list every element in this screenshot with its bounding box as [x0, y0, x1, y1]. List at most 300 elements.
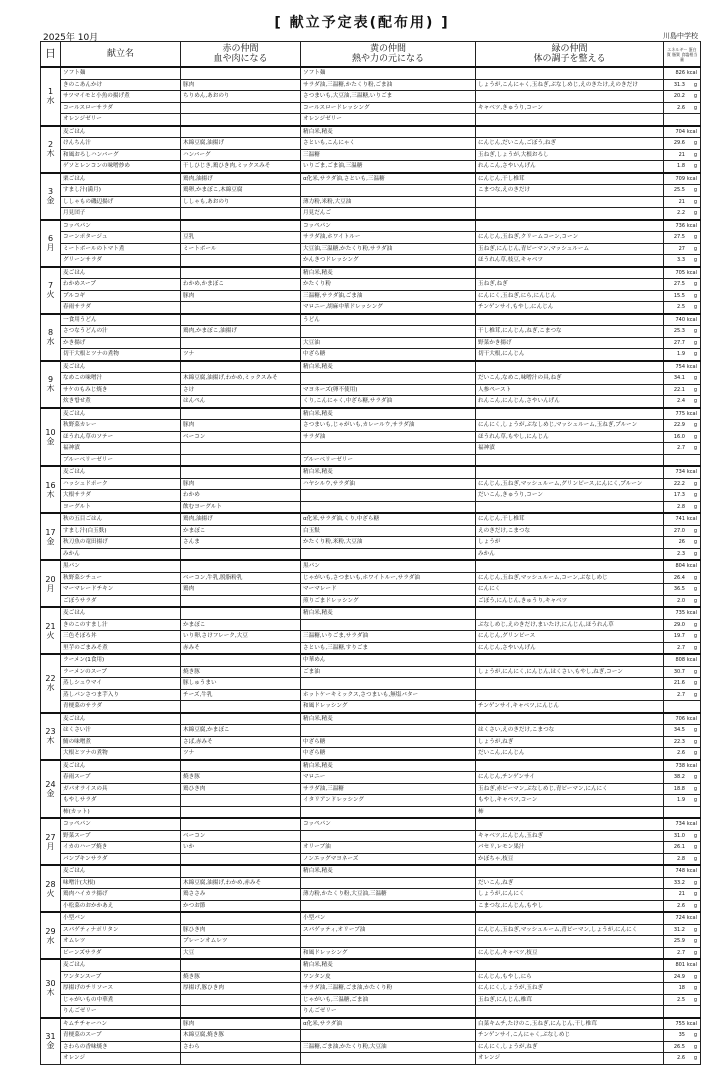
menu-name-cell: 切干大根とツナの煮物 [61, 349, 181, 361]
nutrition-cell [664, 725, 701, 737]
yellow-group-cell: ブルーベリーゼリー [301, 454, 476, 466]
red-group-cell: チーズ,牛乳 [181, 689, 301, 701]
red-group-cell: 鶏肉,油揚げ [181, 513, 301, 525]
red-group-cell [181, 701, 301, 713]
yellow-group-cell: ごま油 [301, 666, 476, 678]
nutrition-value: 22.9 [673, 422, 685, 429]
red-group-cell: 鶏ささみ [181, 889, 301, 901]
red-group-cell [181, 302, 301, 314]
red-group-cell [181, 126, 301, 138]
green-group-cell: こまつな,にんじん,もやし [476, 900, 664, 912]
nutrition-cell [664, 971, 701, 983]
menu-name-cell: 麦ごはん [61, 865, 181, 877]
nutrition-unit: g [693, 855, 697, 862]
table-row [41, 983, 701, 995]
nutrition-value: 2.7 [677, 644, 685, 651]
red-group-cell: 鶏肉,油揚げ [181, 173, 301, 185]
red-group-cell: さば,赤みそ [181, 736, 301, 748]
nutrition-cell [664, 760, 701, 772]
nutrition-value: 775 [675, 410, 685, 417]
green-group-cell [476, 1006, 664, 1018]
header-row [41, 42, 701, 68]
menu-name-cell: オレンジゼリー [61, 114, 181, 126]
nutrition-value: 2.7 [677, 691, 685, 698]
yellow-group-cell: さといも,三温糖,すりごま [301, 642, 476, 654]
menu-name-cell: 麦ごはん [61, 466, 181, 478]
menu-name-cell: なめこの味噌汁 [61, 373, 181, 385]
nutrition-cell [664, 478, 701, 490]
red-group-cell [181, 654, 301, 666]
red-group-cell [181, 865, 301, 877]
nutrition-value: 26.1 [673, 844, 685, 851]
yellow-group-cell: コッペパン [301, 818, 476, 830]
nutrition-unit: g [693, 832, 697, 839]
green-group-cell: にんじん,玉ねぎ,マッシュルーム,コーン,ぶなしめじ [476, 572, 664, 584]
green-group-cell [476, 67, 664, 79]
table-row [41, 713, 701, 725]
nutrition-unit: g [693, 750, 697, 757]
menu-name-cell: 麦ごはん [61, 760, 181, 772]
green-group-cell: チンゲンサイ,こんにゃく,ぶなしめじ [476, 1030, 664, 1042]
green-group-cell [476, 196, 664, 208]
menu-name-cell: コッペパン [61, 220, 181, 232]
day-cell [41, 466, 61, 513]
day-weekday: 木 [46, 736, 55, 745]
menu-name-cell: ミートボールのトマト煮 [61, 243, 181, 255]
nutrition-cell [664, 537, 701, 549]
nutrition-unit: g [693, 949, 697, 956]
red-group-cell: 飲むヨーグルト [181, 501, 301, 513]
nutrition-value: 20.2 [673, 93, 685, 100]
yellow-group-cell: 精白米,精麦 [301, 267, 476, 279]
table-row [41, 889, 701, 901]
table-row [41, 736, 701, 748]
day-weekday: 火 [46, 630, 55, 640]
nutrition-value: 31.3 [673, 81, 685, 88]
yellow-group-cell: 煎りごまドレッシング [301, 595, 476, 607]
menu-name-cell: 柿(カット) [61, 806, 181, 818]
nutrition-cell [664, 91, 701, 103]
menu-name-cell: 栗ごはん [61, 173, 181, 185]
green-group-cell [476, 466, 664, 478]
table-row [41, 466, 701, 478]
nutrition-value: 27.5 [673, 281, 685, 288]
red-group-cell: 豚肉 [181, 478, 301, 490]
table-row [41, 349, 701, 361]
table-row [41, 232, 701, 244]
green-group-cell [476, 454, 664, 466]
nutrition-unit: kcal [686, 363, 697, 370]
nutrition-value: 740 [675, 316, 685, 323]
nutrition-unit: g [693, 996, 697, 1003]
nutrition-unit: g [693, 433, 697, 440]
nutrition-unit: kcal [686, 410, 697, 417]
red-group-cell: 豚ひき肉 [181, 924, 301, 936]
green-group-cell: 玉ねぎ,にんじん,椎茸 [476, 994, 664, 1006]
menu-name-cell: ブルーベリーゼリー [61, 454, 181, 466]
yellow-group-cell: 精白米,精麦 [301, 760, 476, 772]
yellow-group-cell: 小型パン [301, 912, 476, 924]
nutrition-value: 709 [675, 175, 685, 182]
yellow-group-cell: 和風ドレッシング [301, 701, 476, 713]
green-group-cell: 玉ねぎ,にんじん,青ピーマン,マッシュルーム [476, 243, 664, 255]
menu-name-cell: 和風おろしハンバーグ [61, 149, 181, 161]
nutrition-value: 2.8 [677, 503, 685, 510]
red-group-cell: 木綿豆腐,油揚げ [181, 138, 301, 150]
table-row [41, 161, 701, 173]
nutrition-value: 27.5 [673, 234, 685, 241]
day-cell [41, 959, 61, 1018]
nutrition-unit: g [693, 727, 697, 734]
nutrition-cell [664, 431, 701, 443]
nutrition-cell [664, 701, 701, 713]
nutrition-cell [664, 853, 701, 865]
day-date: 21 [45, 621, 56, 631]
day-weekday: 水 [46, 337, 55, 346]
day-date: 24 [45, 779, 56, 789]
menu-name-cell: オレンジ [61, 1053, 181, 1065]
nutrition-unit: kcal [686, 563, 697, 570]
red-group-cell [181, 454, 301, 466]
nutrition-unit: g [693, 574, 697, 581]
nutrition-value: 1.9 [677, 797, 685, 804]
nutrition-unit: g [693, 926, 697, 933]
green-group-cell: パセリ,レモン果汁 [476, 842, 664, 854]
table-row [41, 936, 701, 948]
red-group-cell: 鶏ひき肉 [181, 783, 301, 795]
yellow-group-cell: かたくり粉 [301, 279, 476, 291]
menu-name-cell: 里芋のごまみそ煮 [61, 642, 181, 654]
red-group-cell: ツナ [181, 748, 301, 760]
menu-name-cell: 一食用うどん [61, 314, 181, 326]
nutrition-value: 18 [678, 985, 685, 992]
yellow-group-cell: 精白米,精麦 [301, 607, 476, 619]
nutrition-cell [664, 173, 701, 185]
red-group-cell: いか [181, 842, 301, 854]
menu-name-cell: ワンタンスープ [61, 971, 181, 983]
nutrition-cell [664, 314, 701, 326]
nutrition-cell [664, 466, 701, 478]
yellow-group-cell: 三温糖,いりごま,サラダ油 [301, 631, 476, 643]
yellow-group-cell: オリーブ油 [301, 842, 476, 854]
nutrition-cell [664, 102, 701, 114]
menu-name-cell: 月見団子 [61, 208, 181, 220]
yellow-group-cell: 月見だんご [301, 208, 476, 220]
nutrition-value: 1.9 [677, 351, 685, 358]
nutrition-cell [664, 361, 701, 373]
nutrition-value: 22.1 [673, 386, 685, 393]
table-row [41, 431, 701, 443]
day-date: 17 [45, 527, 56, 537]
nutrition-unit: kcal [686, 821, 697, 828]
nutrition-cell [664, 865, 701, 877]
menu-name-cell: パンプキンサラダ [61, 853, 181, 865]
menu-name-cell: 麦ごはん [61, 126, 181, 138]
nutrition-unit: g [693, 151, 697, 158]
green-group-cell: にんじん,だいこん,ごぼう,ねぎ [476, 138, 664, 150]
day-date: 23 [45, 727, 56, 736]
red-group-cell: ツナ [181, 349, 301, 361]
nutrition-cell [664, 267, 701, 279]
yellow-group-cell [301, 501, 476, 513]
yellow-group-cell: ハヤシルウ,サラダ油 [301, 478, 476, 490]
yellow-group-cell [301, 1053, 476, 1065]
menu-name-cell: コッペパン [61, 818, 181, 830]
green-group-cell: にんじん,玉ねぎ,マッシュルーム,グリンピース,にんにく,プルーン [476, 478, 664, 490]
nutrition-value: 706 [675, 715, 685, 722]
day-date: 3 [47, 187, 54, 196]
day-weekday: 月 [46, 243, 55, 252]
nutrition-unit: g [693, 1043, 697, 1050]
yellow-group-cell: ノンエッグマヨネーズ [301, 853, 476, 865]
nutrition-cell [664, 983, 701, 995]
nutrition-value: 21 [678, 891, 685, 898]
green-group-cell: 玉ねぎ,しょうが,大根おろし [476, 149, 664, 161]
green-group-cell: れんこん,さやいんげん [476, 161, 664, 173]
red-group-cell [181, 595, 301, 607]
nutrition-value: 16.0 [673, 433, 685, 440]
nutrition-cell [664, 642, 701, 654]
nutrition-unit: kcal [686, 1020, 697, 1027]
day-date: 9 [47, 375, 54, 384]
red-group-cell: ベーコン [181, 431, 301, 443]
nutrition-unit: g [693, 797, 697, 804]
month-label: 2025年 10月 [43, 33, 99, 43]
menu-name-cell: 秋の五目ごはん [61, 513, 181, 525]
nutrition-cell [664, 161, 701, 173]
red-group-cell: 厚揚げ,豚ひき肉 [181, 983, 301, 995]
red-group-cell [181, 443, 301, 455]
nutrition-value: 734 [675, 821, 685, 828]
nutrition-value: 15.5 [673, 292, 685, 299]
yellow-group-cell [301, 443, 476, 455]
day-cell [41, 220, 61, 267]
nutrition-value: 735 [675, 610, 685, 617]
nutrition-value: 30.7 [673, 668, 685, 675]
nutrition-cell [664, 243, 701, 255]
nutrition-value: 34.5 [673, 727, 685, 734]
table-row [41, 149, 701, 161]
table-row [41, 513, 701, 525]
table-row [41, 912, 701, 924]
nutrition-value: 27.0 [673, 527, 685, 534]
table-row [41, 818, 701, 830]
nutrition-unit: g [693, 644, 697, 651]
green-group-cell [476, 959, 664, 971]
red-group-cell [181, 102, 301, 114]
table-row [41, 666, 701, 678]
green-group-cell: にんじん,さやいんげん [476, 642, 664, 654]
day-weekday: 火 [46, 290, 55, 299]
yellow-group-cell: 中ざら糖 [301, 748, 476, 760]
table-row [41, 420, 701, 432]
table-row [41, 607, 701, 619]
red-group-cell [181, 337, 301, 349]
table-row [41, 842, 701, 854]
green-group-cell: にんにく,玉ねぎ,にら,にんじん [476, 290, 664, 302]
green-group-cell: れんこん,にんじん,さやいんげん [476, 396, 664, 408]
menu-name-cell: もやしサラダ [61, 795, 181, 807]
nutrition-cell [664, 349, 701, 361]
nutrition-cell [664, 900, 701, 912]
yellow-group-cell: かんきつドレッシング [301, 255, 476, 267]
red-group-cell [181, 795, 301, 807]
green-group-cell: 野菜かき揚げ [476, 337, 664, 349]
nutrition-cell [664, 67, 701, 79]
table-row [41, 114, 701, 126]
green-group-cell: チンゲンサイ,もやし,にんじん [476, 302, 664, 314]
yellow-group-cell: サラダ油,ホワイトルー [301, 232, 476, 244]
green-group-cell: チンゲンサイ,キャベツ,にんじん [476, 701, 664, 713]
red-group-cell [181, 255, 301, 267]
menu-name-cell: 三色そぼろ丼 [61, 631, 181, 643]
nutrition-unit: kcal [686, 715, 697, 722]
nutrition-unit: g [693, 891, 697, 898]
green-group-cell: キャベツ,きゅうり,コーン [476, 102, 664, 114]
nutrition-cell [664, 302, 701, 314]
yellow-group-cell: α化米,サラダ油,くり,中ざら糖 [301, 513, 476, 525]
day-cell [41, 408, 61, 467]
header-green: 緑の仲間 体の調子を整える [476, 42, 664, 68]
red-group-cell [181, 713, 301, 725]
yellow-group-cell: 三温糖,ごま油,かたくり粉,大豆油 [301, 1041, 476, 1053]
nutrition-unit: g [693, 879, 697, 886]
nutrition-value: 801 [675, 962, 685, 969]
day-cell [41, 865, 61, 912]
green-group-cell: 福神漬 [476, 443, 664, 455]
green-group-cell [476, 267, 664, 279]
yellow-group-cell: さといも,こんにゃく [301, 138, 476, 150]
menu-name-cell: きのこあんかけ [61, 79, 181, 91]
green-group-cell: 切干大根,にんじん [476, 349, 664, 361]
menu-name-cell: はくさい汁 [61, 725, 181, 737]
nutrition-unit: g [693, 163, 697, 170]
green-group-cell [476, 126, 664, 138]
menu-name-cell: 青梗菜のスープ [61, 1030, 181, 1042]
yellow-group-cell: コッペパン [301, 220, 476, 232]
nutrition-value: 22.2 [673, 480, 685, 487]
nutrition-value: 755 [675, 1020, 685, 1027]
green-group-cell: えのきだけ,こまつな [476, 525, 664, 537]
menu-name-cell: 小型パン [61, 912, 181, 924]
red-group-cell: わかめ,かまぼこ [181, 279, 301, 291]
table-row [41, 173, 701, 185]
table-row [41, 1053, 701, 1065]
day-weekday: 金 [46, 788, 55, 798]
green-group-cell: オレンジ [476, 1053, 664, 1065]
day-cell [41, 173, 61, 220]
red-group-cell [181, 560, 301, 572]
nutrition-cell [664, 877, 701, 889]
menu-name-cell: ビーンズサラダ [61, 947, 181, 959]
nutrition-unit: kcal [686, 610, 697, 617]
nutrition-value: 2.0 [677, 597, 685, 604]
table-row [41, 806, 701, 818]
nutrition-cell [664, 79, 701, 91]
nutrition-value: 24.9 [673, 973, 685, 980]
header-red: 赤の仲間 血や肉になる [181, 42, 301, 68]
day-cell [41, 760, 61, 819]
red-group-cell [181, 1006, 301, 1018]
nutrition-cell [664, 1053, 701, 1065]
day-date: 6 [47, 234, 54, 243]
nutrition-cell [664, 795, 701, 807]
nutrition-unit: g [693, 257, 697, 264]
nutrition-value: 29.6 [673, 140, 685, 147]
nutrition-unit: g [693, 140, 697, 147]
nutrition-cell [664, 595, 701, 607]
yellow-group-cell: α化米,サラダ油 [301, 1018, 476, 1030]
yellow-group-cell: 黒パン [301, 560, 476, 572]
nutrition-unit: g [693, 1032, 697, 1039]
yellow-group-cell [301, 326, 476, 338]
nutrition-unit: g [693, 422, 697, 429]
menu-table-body [41, 67, 701, 1064]
nutrition-cell [664, 572, 701, 584]
day-weekday: 金 [46, 196, 55, 205]
nutrition-unit: g [693, 844, 697, 851]
table-row [41, 865, 701, 877]
nutrition-value: 18.8 [673, 785, 685, 792]
menu-name-cell: ラーメン(1食用) [61, 654, 181, 666]
red-group-cell [181, 607, 301, 619]
table-row [41, 384, 701, 396]
red-group-cell [181, 314, 301, 326]
green-group-cell [476, 713, 664, 725]
nutrition-value: 1.8 [677, 163, 685, 170]
table-row [41, 772, 701, 784]
yellow-group-cell: 三温糖 [301, 149, 476, 161]
day-weekday: 月 [46, 841, 55, 851]
nutrition-cell [664, 678, 701, 690]
red-group-cell: 焼き豚 [181, 666, 301, 678]
table-row [41, 79, 701, 91]
yellow-group-cell: じゃがいも,さつまいも,ホワイトルー,サラダ油 [301, 572, 476, 584]
day-date: 27 [45, 832, 56, 842]
yellow-group-cell: ソフト麺 [301, 67, 476, 79]
table-row [41, 525, 701, 537]
yellow-group-cell: オレンジゼリー [301, 114, 476, 126]
table-row [41, 971, 701, 983]
header-yellow: 黄の仲間 熱や力の元になる [301, 42, 476, 68]
red-group-cell: プレーンオムレツ [181, 936, 301, 948]
nutrition-value: 27 [678, 245, 685, 252]
red-group-cell: 豆乳 [181, 232, 301, 244]
menu-name-cell: わかめスープ [61, 279, 181, 291]
nutrition-cell [664, 806, 701, 818]
nutrition-unit: kcal [686, 175, 697, 182]
menu-name-cell: 厚揚げのチリソース [61, 983, 181, 995]
menu-name-cell: さつなうどんの汁 [61, 326, 181, 338]
red-group-cell: ししゃも,あおのり [181, 196, 301, 208]
nutrition-unit: g [693, 691, 697, 698]
nutrition-value: 738 [675, 762, 685, 769]
yellow-group-cell: サラダ油 [301, 431, 476, 443]
green-group-cell: にんにく,しょうが,ぶなしめじ,マッシュルーム,玉ねぎ,プルーン [476, 420, 664, 432]
nutrition-cell [664, 501, 701, 513]
day-weekday: 木 [46, 384, 55, 393]
nutrition-cell [664, 947, 701, 959]
table-row [41, 138, 701, 150]
yellow-group-cell: マーマレード [301, 584, 476, 596]
nutrition-unit: g [693, 398, 697, 405]
yellow-group-cell: いりごま,ごま油,三温糖 [301, 161, 476, 173]
nutrition-unit: g [693, 210, 697, 217]
menu-name-cell: ハッシュドポーク [61, 478, 181, 490]
nutrition-value: 2.6 [677, 104, 685, 111]
day-date: 16 [45, 480, 56, 490]
nutrition-cell [664, 454, 701, 466]
